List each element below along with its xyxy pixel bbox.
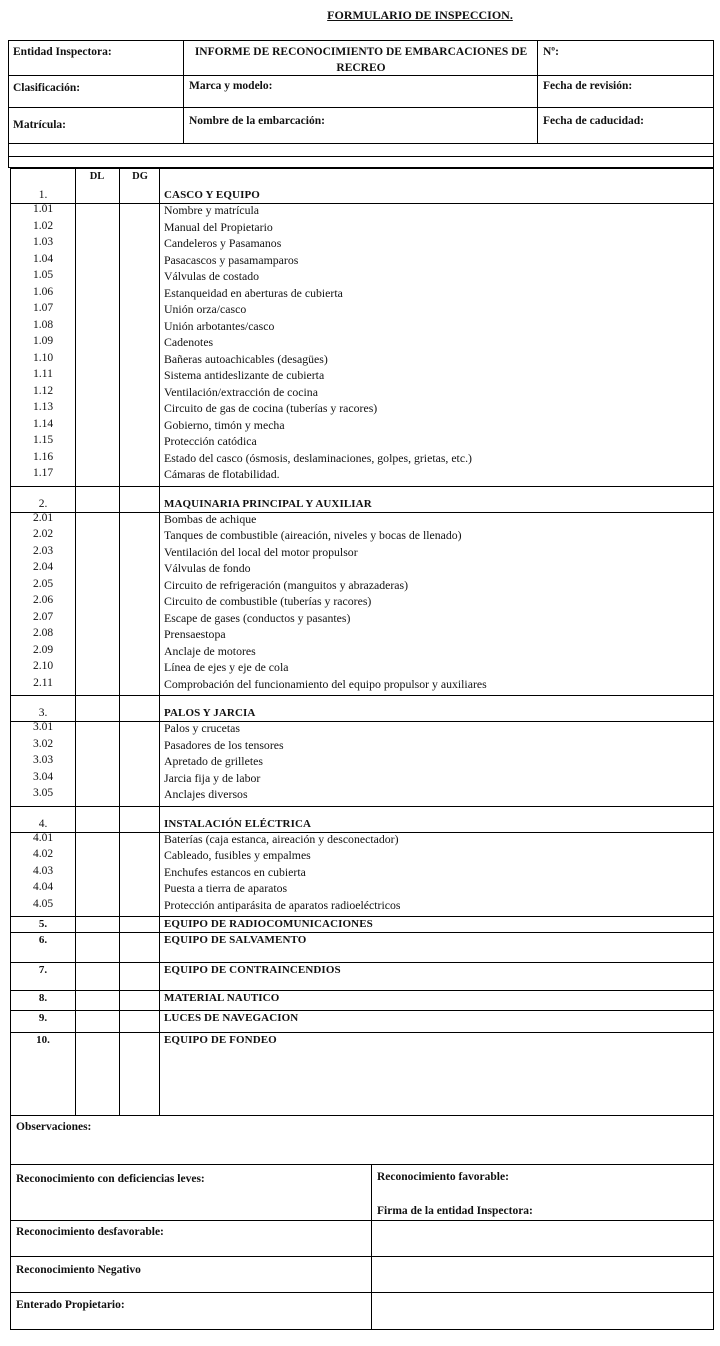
section-number: 10.	[36, 1034, 50, 1046]
numero-label: Nº:	[543, 46, 559, 58]
item-number: 1.05	[32, 269, 54, 281]
item-number: 4.03	[32, 864, 54, 877]
item-text: Unión orza/casco	[164, 302, 247, 316]
item-text: Estado del casco (ósmosis, deslaminaciones, golpes, grietas, etc.)	[164, 450, 472, 465]
report-title	[185, 42, 537, 78]
item-number: 1.07	[32, 302, 54, 314]
item-number: 2.06	[32, 594, 54, 606]
favorable-label: Reconocimiento favorable:	[377, 1171, 509, 1183]
item-number: 2.01	[32, 511, 54, 524]
item-text: Bañeras autoachicables (desagües)	[164, 351, 328, 366]
item-text: Prensaestopa	[164, 627, 226, 641]
item-text: Pasacascos y pasamamparos	[164, 252, 299, 267]
item-text: Gobierno, timón y mecha	[164, 417, 285, 432]
item-number: 1.01	[32, 203, 54, 215]
item-text: Unión arbotantes/casco	[164, 318, 275, 333]
item-text: Cámaras de flotabilidad.	[164, 467, 280, 481]
item-number: 4.04	[32, 881, 54, 893]
item-text: Protección antiparásita de aparatos radioeléctricos	[164, 897, 401, 912]
item-number: 3.04	[32, 770, 54, 783]
section-title: LUCES DE NAVEGACION	[164, 1012, 299, 1024]
section-title: EQUIPO DE SALVAMENTO	[164, 934, 307, 946]
item-text: Cableado, fusibles y empalmes	[164, 848, 311, 862]
item-text: Comprobación del funcionamiento del equipo propulsor y auxiliares	[164, 676, 487, 691]
header-table	[8, 40, 714, 144]
item-number: 2.05	[32, 577, 54, 590]
item-number: 2.10	[32, 660, 54, 672]
item-text: Apretado de grilletes	[164, 754, 263, 768]
desfavorable-label: Reconocimiento desfavorable:	[16, 1226, 164, 1238]
matricula-label: Matrícula:	[13, 119, 67, 131]
item-number: 4.02	[32, 848, 54, 860]
section-number: 8.	[38, 992, 48, 1004]
item-number: 1.16	[32, 450, 54, 463]
item-number: 1.06	[32, 285, 54, 298]
item-text: Enchufes estancos en cubierta	[164, 864, 306, 879]
section-number: 5.	[38, 918, 48, 930]
fecha-revision-label: Fecha de revisión:	[543, 80, 633, 92]
item-number: 1.13	[32, 401, 54, 413]
item-number: 2.02	[32, 528, 54, 540]
section-title: EQUIPO DE FONDEO	[164, 1034, 277, 1046]
section-title: EQUIPO DE CONTRAINCENDIOS	[164, 964, 341, 976]
item-text: Válvulas de fondo	[164, 561, 251, 575]
observaciones-label: Observaciones:	[16, 1121, 92, 1133]
spacer-row	[8, 144, 714, 168]
fecha-caducidad-label: Fecha de caducidad:	[543, 115, 644, 127]
negativo-label: Reconocimiento Negativo	[16, 1264, 141, 1276]
section-title: INSTALACIÓN ELÉCTRICA	[164, 817, 312, 830]
item-text: Bombas de achique	[164, 511, 257, 526]
item-number: 1.02	[32, 219, 54, 232]
inspection-grid	[10, 168, 714, 1116]
form-title: FORMULARIO DE INSPECCION.	[327, 8, 513, 22]
enterado-label: Enterado Propietario:	[16, 1299, 125, 1311]
item-text: Estanqueidad en aberturas de cubierta	[164, 285, 343, 300]
section-title: CASCO Y EQUIPO	[164, 189, 260, 201]
item-number: 1.09	[32, 335, 54, 347]
item-text: Nombre y matrícula	[164, 203, 259, 217]
report-title-line2: RECREO	[336, 62, 386, 74]
item-text: Pasadores de los tensores	[164, 737, 284, 752]
section-number: 1.	[38, 189, 48, 201]
item-number: 1.10	[32, 351, 54, 364]
item-number: 4.05	[32, 897, 54, 910]
item-text: Palos y crucetas	[164, 721, 241, 735]
section-number: 7.	[38, 964, 48, 976]
item-text: Circuito de refrigeración (manguitos y abrazaderas)	[164, 577, 409, 592]
item-text: Cadenotes	[164, 335, 214, 349]
item-number: 1.04	[32, 252, 54, 265]
section-number: 9.	[38, 1012, 48, 1024]
item-text: Jarcia fija y de labor	[164, 770, 261, 785]
section-number: 3.	[38, 707, 48, 719]
item-number: 4.01	[32, 831, 54, 844]
item-number: 2.09	[32, 643, 54, 656]
report-title-line1: INFORME DE RECONOCIMIENTO DE EMBARCACIONES DE	[194, 46, 528, 58]
item-text: Puesta a tierra de aparatos	[164, 881, 288, 895]
item-text: Candeleros y Pasamanos	[164, 236, 282, 250]
item-text: Anclajes diversos	[164, 787, 248, 801]
item-text: Tanques de combustible (aireación, niveles y bocas de llenado)	[164, 528, 462, 542]
item-number: 1.11	[33, 368, 53, 380]
dg-column-header: DG	[132, 171, 148, 182]
item-number: 1.17	[32, 467, 54, 479]
section-number: 4.	[38, 817, 48, 830]
firma-label: Firma de la entidad Inspectora:	[377, 1205, 533, 1217]
item-text: Línea de ejes y eje de cola	[164, 660, 289, 674]
item-number: 2.07	[32, 610, 54, 623]
item-number: 3.03	[32, 754, 54, 766]
item-number: 3.02	[32, 737, 54, 750]
clasificacion-label: Clasificación:	[13, 82, 81, 94]
section-title: EQUIPO DE RADIOCOMUNICACIONES	[164, 918, 373, 930]
nombre-label: Nombre de la embarcación:	[189, 115, 325, 127]
section-number: 2.	[38, 497, 48, 510]
item-number: 3.05	[32, 787, 54, 799]
item-number: 1.14	[32, 417, 54, 430]
item-number: 2.08	[32, 627, 54, 639]
item-text: Válvulas de costado	[164, 269, 260, 283]
entidad-label: Entidad Inspectora:	[13, 46, 112, 58]
item-text: Baterías (caja estanca, aireación y desconectador)	[164, 831, 399, 846]
item-text: Protección catódica	[164, 434, 257, 448]
item-number: 1.12	[32, 384, 54, 397]
item-text: Anclaje de motores	[164, 643, 256, 658]
item-number: 2.04	[32, 561, 54, 573]
item-text: Circuito de combustible (tuberías y racores)	[164, 594, 372, 608]
item-text: Sistema antideslizante de cubierta	[164, 368, 325, 382]
item-text: Ventilación/extracción de cocina	[164, 384, 318, 399]
section-number: 6.	[38, 934, 48, 946]
item-text: Circuito de gas de cocina (tuberías y racores)	[164, 401, 378, 415]
item-text: Manual del Propietario	[164, 219, 273, 234]
item-number: 2.03	[32, 544, 54, 557]
dl-column-header: DL	[89, 171, 105, 182]
section-title: MAQUINARIA PRINCIPAL Y AUXILIAR	[164, 497, 372, 510]
item-number: 2.11	[33, 676, 53, 689]
item-number: 1.15	[32, 434, 54, 446]
item-text: Escape de gases (conductos y pasantes)	[164, 610, 351, 625]
section-title: PALOS Y JARCIA	[164, 707, 256, 719]
item-text: Ventilación del local del motor propulsor	[164, 544, 358, 559]
item-number: 1.08	[32, 318, 54, 331]
item-number: 1.03	[32, 236, 54, 248]
footer-table	[10, 1116, 714, 1330]
section-title: MATERIAL NAUTICO	[164, 992, 280, 1004]
deficiencias-leves-label: Reconocimiento con deficiencias leves:	[16, 1173, 205, 1185]
item-number: 3.01	[32, 721, 54, 733]
marca-label: Marca y modelo:	[189, 80, 273, 92]
